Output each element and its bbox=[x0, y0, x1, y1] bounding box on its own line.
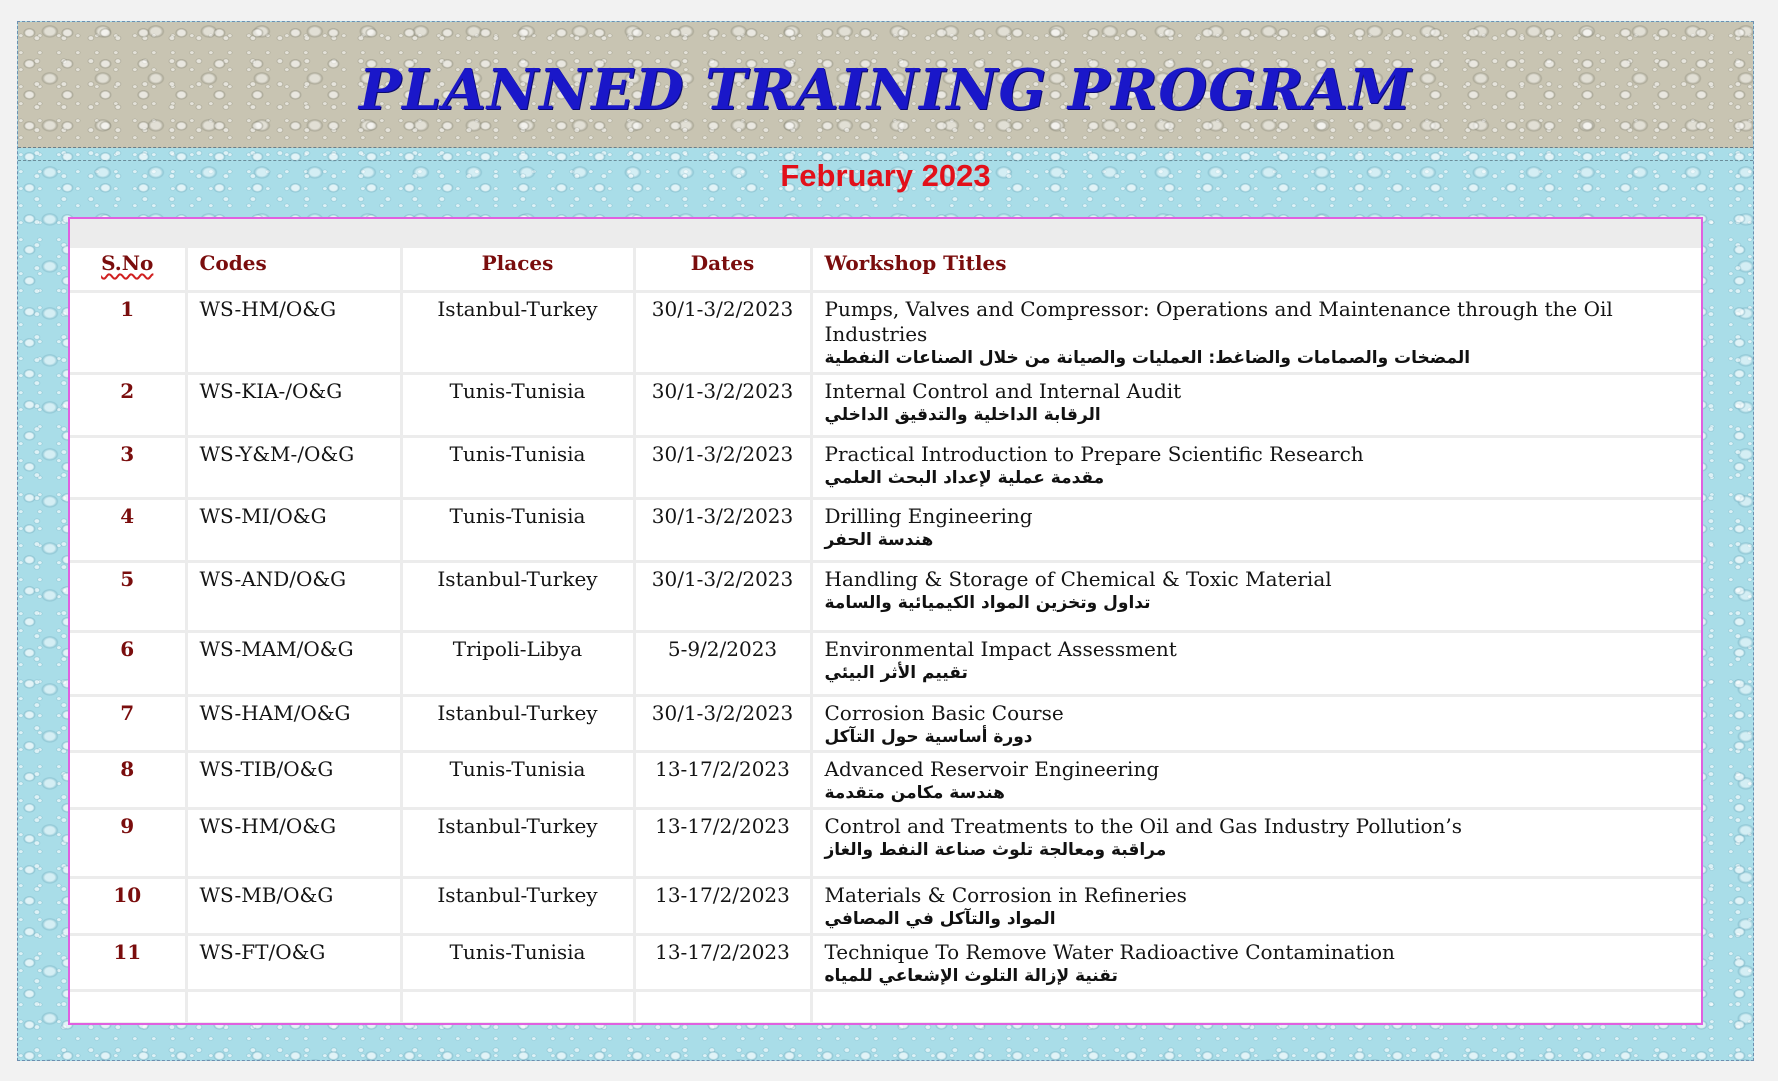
program-sheet bbox=[17, 21, 1754, 1061]
training-table-frame bbox=[68, 217, 1703, 1025]
title-arabic: مقدمة عملية لإعداد البحث العلمي bbox=[824, 468, 1105, 488]
row-place: Tunis-Tunisia bbox=[401, 374, 634, 437]
row-date: 30/1-3/2/2023 bbox=[634, 437, 811, 499]
title-arabic: هندسة مكامن متقدمة bbox=[824, 783, 1005, 803]
row-date: 30/1-3/2/2023 bbox=[634, 374, 811, 437]
row-sno: 8 bbox=[70, 752, 186, 809]
row-title bbox=[811, 696, 1701, 752]
page-subtitle: February 2023 bbox=[780, 158, 991, 193]
row-code: WS-MAM/O&G bbox=[186, 632, 401, 696]
row-title bbox=[811, 499, 1701, 562]
empty-cell bbox=[401, 991, 634, 1024]
title-english: Pumps, Valves and Compressor: Operations and Maintenance through the Oil Industries bbox=[824, 297, 1613, 346]
table-row bbox=[70, 292, 1701, 374]
row-date: 13-17/2/2023 bbox=[634, 752, 811, 809]
title-english: Technique To Remove Water Radioactive Contamination bbox=[824, 940, 1395, 964]
row-place: Istanbul-Turkey bbox=[401, 696, 634, 752]
title-english: Control and Treatments to the Oil and Gas Industry Pollution’s bbox=[824, 814, 1463, 838]
title-arabic: تداول وتخزين المواد الكيميائية والسامة bbox=[824, 593, 1151, 613]
empty-cell bbox=[186, 991, 401, 1024]
row-place: Istanbul-Turkey bbox=[401, 809, 634, 878]
row-sno: 5 bbox=[70, 562, 186, 632]
table-row bbox=[70, 562, 1701, 632]
table-row bbox=[70, 878, 1701, 935]
row-date: 30/1-3/2/2023 bbox=[634, 499, 811, 562]
row-title bbox=[811, 562, 1701, 632]
row-date: 5-9/2/2023 bbox=[634, 632, 811, 696]
title-english: Drilling Engineering bbox=[824, 504, 1033, 528]
title-banner bbox=[18, 22, 1753, 148]
row-code: WS-HM/O&G bbox=[186, 809, 401, 878]
row-title bbox=[811, 809, 1701, 878]
row-date: 30/1-3/2/2023 bbox=[634, 292, 811, 374]
row-sno: 10 bbox=[70, 878, 186, 935]
training-table bbox=[70, 248, 1701, 1025]
row-date: 13-17/2/2023 bbox=[634, 878, 811, 935]
table-row bbox=[70, 752, 1701, 809]
title-arabic: الرقابة الداخلية والتدقيق الداخلي bbox=[824, 405, 1101, 425]
row-place: Tunis-Tunisia bbox=[401, 437, 634, 499]
title-arabic: هندسة الحفر bbox=[824, 530, 934, 550]
row-title bbox=[811, 374, 1701, 437]
page-title: PLANNED TRAINING PROGRAM bbox=[358, 57, 1413, 123]
title-english: Internal Control and Internal Audit bbox=[824, 379, 1182, 403]
row-code: WS-AND/O&G bbox=[186, 562, 401, 632]
table-row bbox=[70, 696, 1701, 752]
empty-cell bbox=[811, 991, 1701, 1024]
row-title bbox=[811, 632, 1701, 696]
row-title bbox=[811, 437, 1701, 499]
title-english: Advanced Reservoir Engineering bbox=[824, 757, 1160, 781]
row-title bbox=[811, 935, 1701, 991]
row-sno: 2 bbox=[70, 374, 186, 437]
title-arabic: دورة أساسية حول التآكل bbox=[824, 727, 1033, 747]
title-english: Handling & Storage of Chemical & Toxic Material bbox=[824, 567, 1332, 591]
header-places: Places bbox=[401, 248, 634, 292]
row-date: 13-17/2/2023 bbox=[634, 809, 811, 878]
row-sno: 4 bbox=[70, 499, 186, 562]
row-code: WS-TIB/O&G bbox=[186, 752, 401, 809]
row-date: 30/1-3/2/2023 bbox=[634, 696, 811, 752]
row-sno: 9 bbox=[70, 809, 186, 878]
title-arabic: تقنية لإزالة التلوث الإشعاعي للمياه bbox=[824, 966, 1118, 986]
table-row bbox=[70, 374, 1701, 437]
empty-cell bbox=[70, 991, 186, 1024]
row-place: Istanbul-Turkey bbox=[401, 292, 634, 374]
row-title bbox=[811, 292, 1701, 374]
table-row bbox=[70, 809, 1701, 878]
table-header-row bbox=[70, 248, 1701, 292]
empty-cell bbox=[634, 991, 811, 1024]
header-workshop-titles: Workshop Titles bbox=[811, 248, 1701, 292]
header-dates: Dates bbox=[634, 248, 811, 292]
table-row bbox=[70, 437, 1701, 499]
row-place: Tunis-Tunisia bbox=[401, 752, 634, 809]
row-place: Tripoli-Libya bbox=[401, 632, 634, 696]
row-sno: 6 bbox=[70, 632, 186, 696]
title-english: Environmental Impact Assessment bbox=[824, 637, 1177, 661]
row-code: WS-HAM/O&G bbox=[186, 696, 401, 752]
title-arabic: المواد والتآكل في المصافي bbox=[824, 909, 1056, 929]
title-arabic: مراقبة ومعالجة تلوث صناعة النفط والغاز bbox=[824, 840, 1167, 860]
row-title bbox=[811, 878, 1701, 935]
row-code: WS-HM/O&G bbox=[186, 292, 401, 374]
row-code: WS-MB/O&G bbox=[186, 878, 401, 935]
row-title bbox=[811, 752, 1701, 809]
table-row-empty bbox=[70, 991, 1701, 1024]
row-code: WS-MI/O&G bbox=[186, 499, 401, 562]
table-top-strip bbox=[70, 219, 1701, 248]
row-code: WS-Y&M-/O&G bbox=[186, 437, 401, 499]
row-sno: 3 bbox=[70, 437, 186, 499]
row-sno: 7 bbox=[70, 696, 186, 752]
row-code: WS-KIA-/O&G bbox=[186, 374, 401, 437]
title-english: Practical Introduction to Prepare Scientific Research bbox=[824, 442, 1364, 466]
table-row bbox=[70, 935, 1701, 991]
title-english: Materials & Corrosion in Refineries bbox=[824, 883, 1187, 907]
row-place: Istanbul-Turkey bbox=[401, 562, 634, 632]
row-place: Istanbul-Turkey bbox=[401, 878, 634, 935]
row-place: Tunis-Tunisia bbox=[401, 499, 634, 562]
row-place: Tunis-Tunisia bbox=[401, 935, 634, 991]
header-codes: Codes bbox=[186, 248, 401, 292]
row-sno: 11 bbox=[70, 935, 186, 991]
title-english: Corrosion Basic Course bbox=[824, 701, 1064, 725]
header-sno: S.No bbox=[70, 248, 186, 292]
row-date: 30/1-3/2/2023 bbox=[634, 562, 811, 632]
row-date: 13-17/2/2023 bbox=[634, 935, 811, 991]
title-arabic: تقييم الأثر البيئي bbox=[824, 663, 968, 683]
row-sno: 1 bbox=[70, 292, 186, 374]
title-arabic: المضخات والصمامات والضاغط: العمليات والصيانة من خلال الصناعات النفطية bbox=[824, 348, 1471, 368]
row-code: WS-FT/O&G bbox=[186, 935, 401, 991]
table-row bbox=[70, 499, 1701, 562]
table-row bbox=[70, 632, 1701, 696]
